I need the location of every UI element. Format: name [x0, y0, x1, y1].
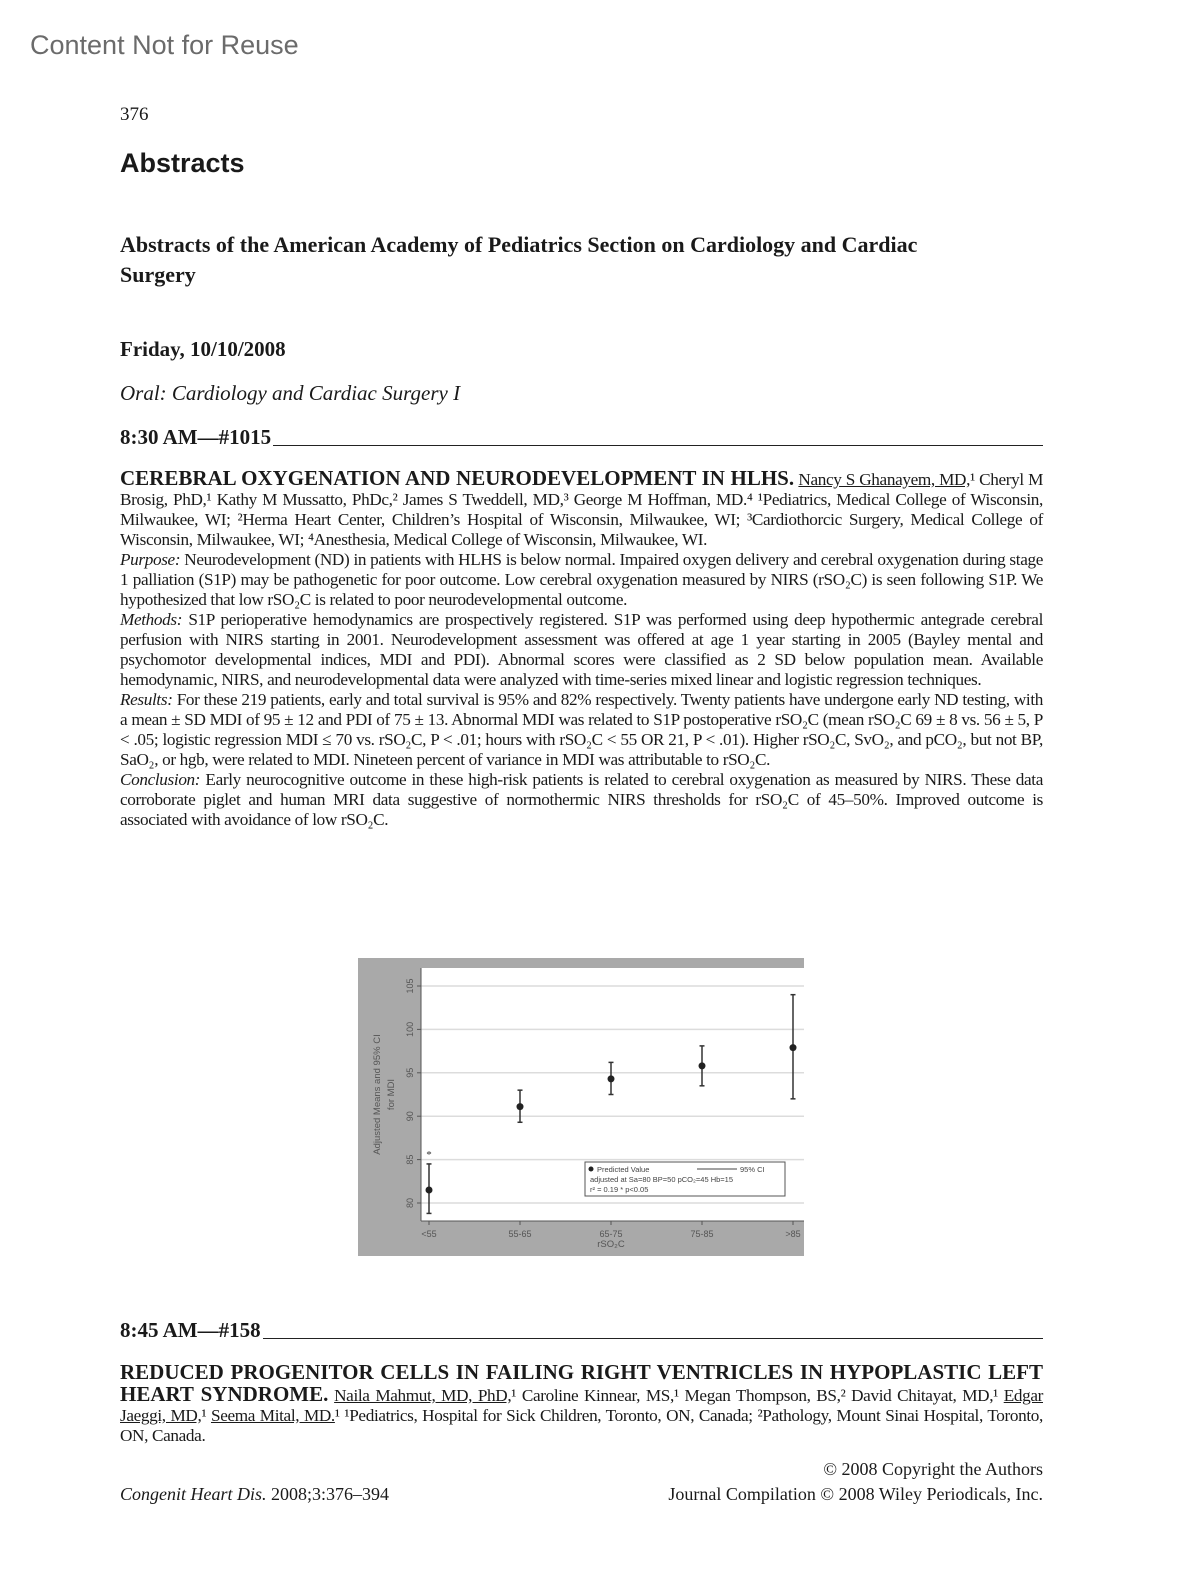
author: Edgar Jaeggi, MD,: [120, 1386, 1043, 1425]
purpose-paragraph: [120, 550, 1043, 610]
presenting-author: Naila Mahmut, MD, PhD,: [334, 1386, 512, 1405]
abstract-slot-heading-2: [120, 1318, 1043, 1343]
session-day: Friday, 10/10/2008: [120, 337, 286, 361]
legend-point-icon: [589, 1167, 594, 1172]
authors-affiliations: ¹ Cheryl M Brosig, PhD,¹ Kathy M Mussatto, PhDc,² James S Tweddell, MD,³ George M Hoffman, MD.⁴ ¹Pediatrics, Medical College of Wisconsin, Milwaukee, WI; ²Herma Heart Center, Children’s Hospital of Wisconsin, Milwaukee, WI; ³Cardiothorcic Surgery, Medical College of Wisconsin, Milwaukee, WI; ⁴Anesthesia, Medical College of Wisconsin, Milwaukee, WI.: [120, 470, 1044, 549]
presenting-author: Nancy S Ghanayem, MD,: [798, 470, 971, 489]
abstract-2: [120, 1362, 1043, 1446]
copyright: © 2008 Copyright the Authors: [823, 1459, 1043, 1479]
divider: [273, 445, 1043, 446]
abstract-title: REDUCED PROGENITOR CELLS IN FAILING RIGHT VENTRICLES IN HYPOPLASTIC LEFT HEART SYNDROME.: [120, 1360, 1043, 1406]
conclusion-label: Conclusion:: [120, 770, 201, 789]
abstract-header: [120, 468, 1043, 550]
data-point: [517, 1103, 524, 1110]
y-axis-label: Adjusted Means and 95% CI: [372, 1034, 383, 1155]
chart-svg: [358, 958, 804, 1256]
legend-note: r² = 0.19 * p<0.05: [590, 1185, 649, 1194]
results-label: Results:: [120, 690, 173, 709]
y-tick-label: 80: [405, 1197, 415, 1209]
legend-point-label: Predicted Value: [597, 1165, 650, 1174]
conclusion-text: Early neurocognitive outcome in these high-risk patients is related to cerebral oxygenation as measured by NIRS. These data corroborate piglet and human MRI data suggestive of normothermic NIRS thresholds for rSO₂C of 45–50%. Improved outcome is associated with avoidance of low rSO₂C.: [120, 770, 1043, 829]
y-axis-label: for MDI: [386, 1078, 397, 1111]
results-text: For these 219 patients, early and total survival is 95% and 82% respectively. Twenty patients have undergone early ND testing, with a mean ± SD MDI of 95 ± 12 and PDI of 75 ± 13. Abnormal MDI was related to S1P postoperative rSO₂C (mean rSO₂C 69 ± 8 vs. 56 ± 5, P < .05; logistic regression MDI ≤ 70 vs. rSO₂C, P < .01; hours with rSO₂C < 55 OR 21, P < .01). Higher rSO₂C, SvO₂, and pCO₂, but not BP, SaO₂, or hgb, were related to MDI. Nineteen percent of variance in MDI was attributable to rSO₂C.: [120, 690, 1043, 769]
x-tick-label: 65-75: [599, 1229, 623, 1239]
data-point: [790, 1044, 797, 1051]
y-tick-label: 95: [405, 1067, 415, 1078]
meeting-title: Abstracts of the American Academy of Pediatrics Section on Cardiology and Cardiac Surgery: [120, 232, 918, 287]
x-tick-label: 55-65: [508, 1229, 532, 1239]
y-tick-label: 85: [405, 1154, 415, 1165]
section-heading: Abstracts: [120, 148, 245, 178]
abstract-header: [120, 1362, 1043, 1446]
methods-paragraph: [120, 610, 1043, 690]
methods-label: Methods:: [120, 610, 183, 629]
abstract-title: CEREBRAL OXYGENATION AND NEURODEVELOPMENT IN HLHS.: [120, 466, 795, 490]
divider: [263, 1338, 1043, 1339]
authors: ¹ Caroline Kinnear, MS,¹ Megan Thompson, BS,² David Chitayat, MD,¹: [511, 1386, 1004, 1405]
x-tick-label: 75-85: [690, 1229, 714, 1239]
purpose-text: Neurodevelopment (ND) in patients with HLHS is below normal. Impaired oxygen delivery and cerebral oxygenation during stage 1 palliation (S1P) may be pathogenetic for poor outcome. Low cerebral oxygenation measured by NIRS (rSO₂C) is seen following S1P. We hypothesized that low rSO₂C is related to poor neurodevelopmental outcome.: [120, 550, 1043, 609]
author: Seema Mital, MD.: [210, 1406, 335, 1425]
data-point: [699, 1062, 706, 1069]
y-tick-label: 90: [405, 1111, 415, 1122]
authors: ¹: [201, 1406, 211, 1425]
page-number: 376: [120, 104, 149, 125]
results-paragraph: [120, 690, 1043, 770]
x-axis-label: rSO₂C: [597, 1239, 625, 1250]
legend-note: adjusted at Sa=80 BP=50 pCO₂=45 Hb=15: [590, 1175, 734, 1184]
mdi-figure: [358, 958, 804, 1256]
abstract-slot-heading: [120, 425, 1043, 450]
watermark: Content Not for Reuse: [30, 30, 299, 60]
x-tick-label: >85: [785, 1229, 801, 1239]
session-title: Oral: Cardiology and Cardiac Surgery I: [120, 381, 461, 405]
y-tick-label: 105: [405, 978, 415, 994]
x-tick-label: <55: [421, 1229, 437, 1239]
affiliations: ¹ ¹Pediatrics, Hospital for Sick Children, Toronto, ON, Canada; ²Pathology, Mount Sinai Hospital, Toronto, ON, Canada.: [120, 1406, 1043, 1445]
abstract-1: [120, 468, 1043, 830]
y-tick-label: 100: [405, 1021, 415, 1037]
conclusion-paragraph: [120, 770, 1043, 830]
journal-compilation: Journal Compilation © 2008 Wiley Periodicals, Inc.: [668, 1484, 1043, 1504]
data-point: [426, 1186, 433, 1193]
slot-label: 8:45 AM—#158: [120, 1318, 261, 1342]
journal-name: Congenit Heart Dis.: [120, 1484, 267, 1504]
data-point: [608, 1075, 615, 1082]
purpose-label: Purpose:: [120, 550, 181, 569]
legend-ci-label: 95% CI: [740, 1165, 765, 1174]
slot-label: 8:30 AM—#1015: [120, 425, 272, 449]
citation-volume: 2008;3:376–394: [266, 1484, 390, 1504]
significance-marker: *: [426, 1148, 432, 1161]
citation: [120, 1484, 389, 1505]
methods-text: S1P perioperative hemodynamics are prospectively registered. S1P was performed using deep hypothermic antegrade cerebral perfusion with NIRS starting in 2001. Neurodevelopment assessment was offered at age 1 year starting in 2005 (Bayley mental and psychomotor developmental indices, MDI and PDI). Abnormal scores were classified as 2 SD below population mean. Available hemodynamic, NIRS, and neurodevelopmental data were analyzed with time-series mixed linear and logistic regression techniques.: [120, 610, 1043, 689]
